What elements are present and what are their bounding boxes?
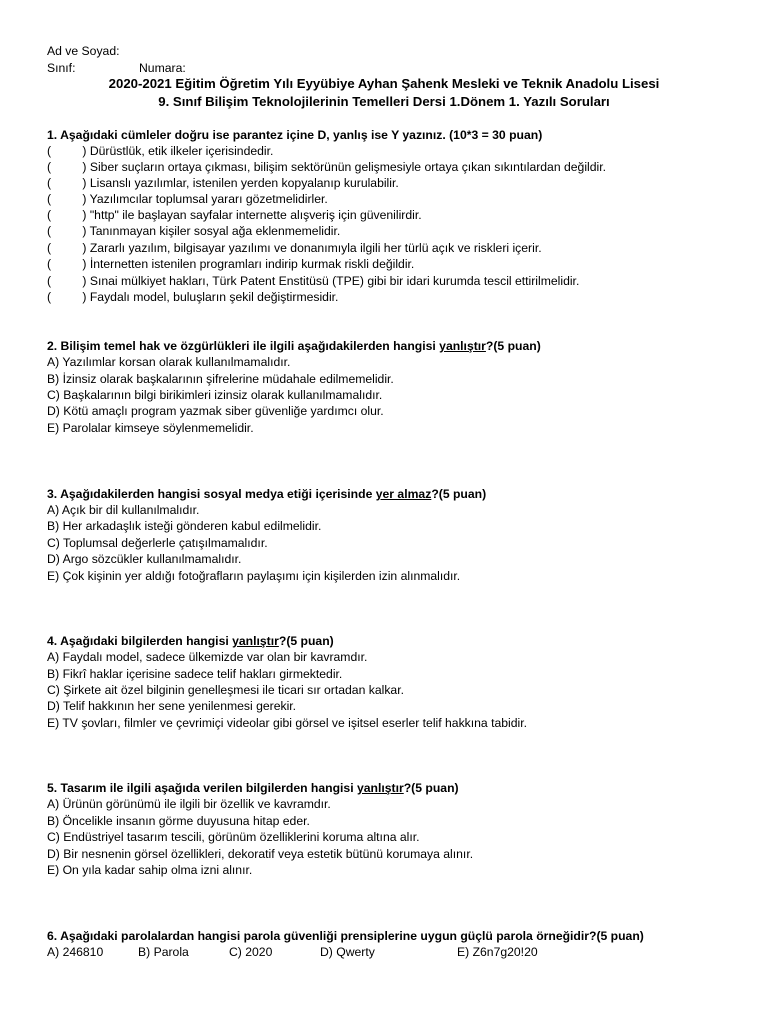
q2-option-d: D) Kötü amaçlı program yazmak siber güvenliğe yardımcı olur. <box>47 404 384 418</box>
school-title: 2020-2021 Eğitim Öğretim Yılı Eyyübiye Ayhan Şahenk Mesleki ve Teknik Anadolu Lisesi <box>108 76 660 91</box>
open-paren: ( <box>47 176 52 190</box>
close-paren: ) <box>82 274 87 288</box>
q4-question-text: 4. Aşağıdaki bilgilerden hangisi <box>47 634 233 648</box>
q1-item-text: Sınai mülkiyet hakları, Türk Patent Enstitüsü (TPE) gibi bir idari kurumda tescil ettirilmelidir. <box>89 274 580 288</box>
q1-item <box>47 143 273 159</box>
q1-item-text: Zararlı yazılım, bilgisayar yazılımı ve donanımıyla ilgili her türlü açık ve riskleri içerir. <box>89 241 542 255</box>
name-label: Ad ve Soyad: <box>47 44 120 58</box>
open-paren: ( <box>47 208 52 222</box>
q1-item <box>47 175 399 191</box>
open-paren: ( <box>47 144 52 158</box>
close-paren: ) <box>82 176 87 190</box>
q6-option-b: B) Parola <box>138 945 189 959</box>
q2-question-text: 2. Bilişim temel hak ve özgürlükleri ile ilgili aşağıdakilerden hangisi <box>47 339 440 353</box>
q1-item <box>47 273 579 289</box>
q5-question <box>47 780 459 796</box>
q4-keyword: yanlıştır <box>232 634 279 648</box>
q1-item <box>47 240 542 256</box>
q5-points: ?(5 puan) <box>403 781 459 795</box>
q1-item-text: İnternetten istenilen programları indirip kurmak riskli değildir. <box>89 257 415 271</box>
close-paren: ) <box>82 290 87 304</box>
q2-points: ?(5 puan) <box>485 339 541 353</box>
q6-option-a: A) 246810 <box>47 945 104 959</box>
q1-item-text: "http" ile başlayan sayfalar internette alışveriş için güvenilirdir. <box>89 208 422 222</box>
q4-option-e: E) TV şovları, filmler ve çevrimiçi videolar gibi görsel ve işitsel eserler telif hakkına tabidir. <box>47 716 527 730</box>
q1-item <box>47 191 328 207</box>
q6-question: 6. Aşağıdaki parolalardan hangisi parola güvenliği prensiplerine uygun güçlü parola örneğidir?(5 puan) <box>47 929 644 943</box>
q3-option-e: E) Çok kişinin yer aldığı fotoğrafların paylaşımı için kişilerden izin alınmalıdır. <box>47 569 461 583</box>
q5-keyword: yanlıştır <box>356 781 404 795</box>
q3-option-b: B) Her arkadaşlık isteği gönderen kabul edilmelidir. <box>47 519 322 533</box>
open-paren: ( <box>47 274 52 288</box>
q1-item-text: Siber suçların ortaya çıkması, bilişim sektörünün gelişmesiyle ortaya çıkan sıkıntılardan değildir. <box>89 160 607 174</box>
q1-question: 1. Aşağıdaki cümleler doğru ise parantez içine D, yanlış ise Y yazınız. (10*3 = 30 puan) <box>47 128 543 142</box>
q1-item <box>47 256 414 272</box>
q4-question <box>47 633 334 649</box>
close-paren: ) <box>82 241 87 255</box>
open-paren: ( <box>47 257 52 271</box>
q1-item-text: Lisanslı yazılımlar, istenilen yerden kopyalanıp kurulabilir. <box>89 176 399 190</box>
q5-option-b: B) Öncelikle insanın görme duyusuna hitap eder. <box>47 814 310 828</box>
q2-option-a: A) Yazılımlar korsan olarak kullanılmamalıdır. <box>47 355 291 369</box>
q1-item <box>47 207 422 223</box>
q3-option-a: A) Açık bir dil kullanılmalıdır. <box>47 503 200 517</box>
q4-points: ?(5 puan) <box>278 634 334 648</box>
close-paren: ) <box>82 208 87 222</box>
q3-points: ?(5 puan) <box>431 487 487 501</box>
q2-option-c: C) Başkalarının bilgi birikimleri izinsiz olarak kullanılmamalıdır. <box>47 388 383 402</box>
q1-item-text: Dürüstlük, etik ilkeler içerisindedir. <box>89 144 274 158</box>
class-label: Sınıf: <box>47 61 76 75</box>
q2-keyword: yanlıştır <box>439 339 486 353</box>
q4-option-a: A) Faydalı model, sadece ülkemizde var olan bir kavramdır. <box>47 650 368 664</box>
q6-option-d: D) Qwerty <box>320 945 375 959</box>
number-label: Numara: <box>139 61 186 75</box>
q1-item <box>47 289 338 305</box>
close-paren: ) <box>82 144 87 158</box>
open-paren: ( <box>47 290 52 304</box>
open-paren: ( <box>47 241 52 255</box>
close-paren: ) <box>82 192 87 206</box>
open-paren: ( <box>47 192 52 206</box>
q6-option-c: C) 2020 <box>229 945 273 959</box>
q1-item-text: Faydalı model, buluşların şekil değiştirmesidir. <box>89 290 339 304</box>
q6-option-e: E) Z6n7g20!20 <box>457 945 538 959</box>
q5-option-c: C) Endüstriyel tasarım tescili, görünüm özelliklerini koruma altına alır. <box>47 830 420 844</box>
q5-option-e: E) On yıla kadar sahip olma izni alınır. <box>47 863 253 877</box>
close-paren: ) <box>82 160 87 174</box>
open-paren: ( <box>47 224 52 238</box>
exam-title: 9. Sınıf Bilişim Teknolojilerinin Temelleri Dersi 1.Dönem 1. Yazılı Soruları <box>158 94 610 109</box>
q1-item <box>47 223 340 239</box>
q4-option-b: B) Fikrî haklar içerisine sadece telif hakları girmektedir. <box>47 667 343 681</box>
q3-question <box>47 486 486 502</box>
q3-question-text: 3. Aşağıdakilerden hangisi sosyal medya etiği içerisinde <box>47 487 376 501</box>
q4-option-c: C) Şirkete ait özel bilginin genelleşmesi ile ticari sır ortadan kalkar. <box>47 683 404 697</box>
q3-option-d: D) Argo sözcükler kullanılmamalıdır. <box>47 552 242 566</box>
close-paren: ) <box>82 224 87 238</box>
q2-question <box>47 338 541 354</box>
q5-option-d: D) Bir nesnenin görsel özellikleri, dekoratif veya estetik bütünü korumaya alınır. <box>47 847 474 861</box>
q3-option-c: C) Toplumsal değerlerle çatışılmamalıdır. <box>47 536 268 550</box>
q1-item-text: Tanınmayan kişiler sosyal ağa eklenmemelidir. <box>89 224 341 238</box>
q2-option-b: B) İzinsiz olarak başkalarının şifrelerine müdahale edilmemelidir. <box>47 372 394 386</box>
q3-keyword: yer almaz <box>375 487 432 501</box>
q2-option-e: E) Parolalar kimseye söylenmemelidir. <box>47 421 254 435</box>
q1-item-text: Yazılımcılar toplumsal yararı gözetmelidirler. <box>89 192 328 206</box>
q5-question-text: 5. Tasarım ile ilgili aşağıda verilen bilgilerden hangisi <box>47 781 357 795</box>
q4-option-d: D) Telif hakkının her sene yenilenmesi gerekir. <box>47 699 297 713</box>
close-paren: ) <box>82 257 87 271</box>
q1-item <box>47 159 606 175</box>
q5-option-a: A) Ürünün görünümü ile ilgili bir özellik ve kavramdır. <box>47 797 331 811</box>
open-paren: ( <box>47 160 52 174</box>
